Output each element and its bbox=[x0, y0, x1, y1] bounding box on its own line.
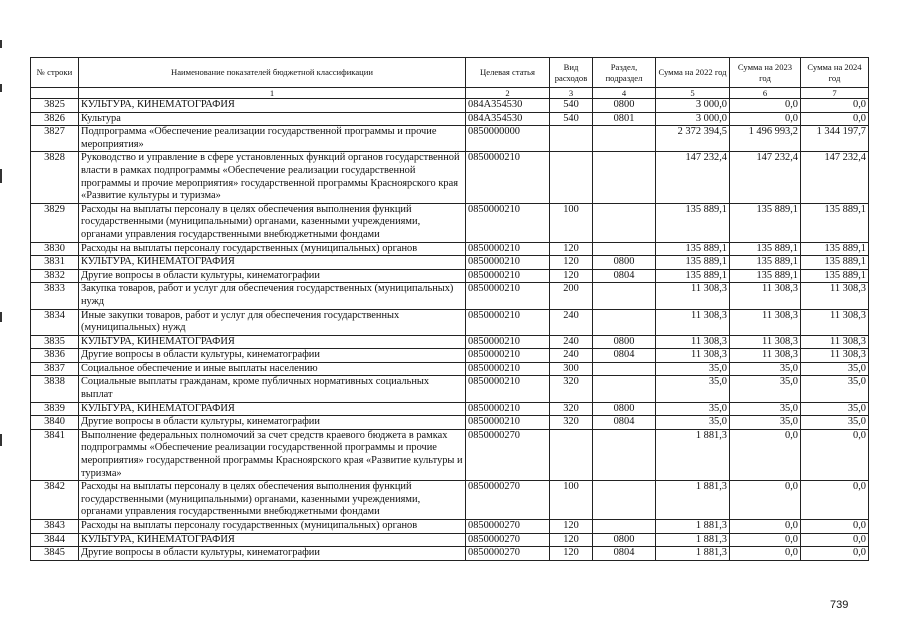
scan-edge-mark bbox=[0, 312, 2, 322]
table-body bbox=[31, 99, 869, 561]
indicator-name-cell: КУЛЬТУРА, КИНЕМАТОГРАФИЯ bbox=[79, 533, 466, 547]
column-number: 7 bbox=[801, 88, 869, 99]
sum-2024-cell: 0,0 bbox=[801, 481, 869, 520]
expense-type-cell: 320 bbox=[550, 376, 593, 402]
row-number-cell: 3828 bbox=[31, 152, 79, 203]
target-article-cell: 084А354530 bbox=[466, 99, 550, 113]
section-cell bbox=[593, 152, 656, 203]
sum-2022-cell: 35,0 bbox=[656, 416, 730, 430]
section-cell bbox=[593, 309, 656, 335]
table-row bbox=[31, 362, 869, 376]
section-cell: 0800 bbox=[593, 335, 656, 349]
target-article-cell: 0850000270 bbox=[466, 481, 550, 520]
indicator-name-cell: Расходы на выплаты персоналу государственных (муниципальных) органов bbox=[79, 242, 466, 256]
sum-2022-cell: 35,0 bbox=[656, 376, 730, 402]
row-number-cell: 3844 bbox=[31, 533, 79, 547]
sum-2023-cell: 135 889,1 bbox=[730, 242, 801, 256]
expense-type-cell: 320 bbox=[550, 402, 593, 416]
expense-type-cell bbox=[550, 126, 593, 152]
expense-type-cell: 120 bbox=[550, 520, 593, 534]
sum-2023-cell: 0,0 bbox=[730, 520, 801, 534]
header-section: Раздел, подраздел bbox=[593, 58, 656, 88]
sum-2023-cell: 35,0 bbox=[730, 376, 801, 402]
table-row bbox=[31, 335, 869, 349]
expense-type-cell bbox=[550, 429, 593, 480]
row-number-cell: 3825 bbox=[31, 99, 79, 113]
sum-2024-cell: 135 889,1 bbox=[801, 256, 869, 270]
sum-2023-cell: 1 496 993,2 bbox=[730, 126, 801, 152]
row-number-cell: 3829 bbox=[31, 203, 79, 242]
section-cell bbox=[593, 481, 656, 520]
budget-table bbox=[30, 57, 869, 561]
sum-2022-cell: 3 000,0 bbox=[656, 99, 730, 113]
expense-type-cell: 120 bbox=[550, 533, 593, 547]
sum-2024-cell: 35,0 bbox=[801, 416, 869, 430]
table-row bbox=[31, 269, 869, 283]
header-expense-type: Вид расходов bbox=[550, 58, 593, 88]
section-cell: 0804 bbox=[593, 349, 656, 363]
header-target-article: Целевая статья bbox=[466, 58, 550, 88]
sum-2023-cell: 135 889,1 bbox=[730, 269, 801, 283]
target-article-cell: 0850000270 bbox=[466, 533, 550, 547]
header-indicator-name: Наименование показателей бюджетной классификации bbox=[79, 58, 466, 88]
table-row bbox=[31, 533, 869, 547]
sum-2024-cell: 0,0 bbox=[801, 99, 869, 113]
target-article-cell: 0850000210 bbox=[466, 283, 550, 309]
section-cell bbox=[593, 376, 656, 402]
target-article-cell: 0850000210 bbox=[466, 335, 550, 349]
table-row bbox=[31, 402, 869, 416]
expense-type-cell: 120 bbox=[550, 256, 593, 270]
target-article-cell: 0850000210 bbox=[466, 269, 550, 283]
expense-type-cell: 540 bbox=[550, 112, 593, 126]
page-number: 739 bbox=[830, 599, 849, 611]
row-number-cell: 3835 bbox=[31, 335, 79, 349]
column-number: 5 bbox=[656, 88, 730, 99]
sum-2023-cell: 147 232,4 bbox=[730, 152, 801, 203]
expense-type-cell: 100 bbox=[550, 481, 593, 520]
sum-2022-cell: 11 308,3 bbox=[656, 349, 730, 363]
sum-2023-cell: 35,0 bbox=[730, 402, 801, 416]
row-number-cell: 3826 bbox=[31, 112, 79, 126]
indicator-name-cell: Расходы на выплаты персоналу в целях обеспечения выполнения функций государственными (муниципальными) органами, казенными учреждениями, органами управления государственными внебюджетными фондами bbox=[79, 203, 466, 242]
sum-2024-cell: 11 308,3 bbox=[801, 349, 869, 363]
sum-2024-cell: 135 889,1 bbox=[801, 269, 869, 283]
expense-type-cell: 320 bbox=[550, 416, 593, 430]
sum-2024-cell: 11 308,3 bbox=[801, 283, 869, 309]
sum-2024-cell: 0,0 bbox=[801, 520, 869, 534]
sum-2024-cell: 11 308,3 bbox=[801, 309, 869, 335]
scan-edge-mark bbox=[0, 434, 2, 446]
row-number-cell: 3842 bbox=[31, 481, 79, 520]
target-article-cell: 0850000210 bbox=[466, 349, 550, 363]
indicator-name-cell: Иные закупки товаров, работ и услуг для обеспечения государственных (муниципальных) нужд bbox=[79, 309, 466, 335]
table-row bbox=[31, 309, 869, 335]
indicator-name-cell: КУЛЬТУРА, КИНЕМАТОГРАФИЯ bbox=[79, 335, 466, 349]
column-number: 3 bbox=[550, 88, 593, 99]
table-row bbox=[31, 99, 869, 113]
sum-2022-cell: 11 308,3 bbox=[656, 283, 730, 309]
sum-2024-cell: 0,0 bbox=[801, 112, 869, 126]
section-cell: 0800 bbox=[593, 99, 656, 113]
sum-2022-cell: 1 881,3 bbox=[656, 547, 730, 561]
section-cell: 0804 bbox=[593, 416, 656, 430]
table-row bbox=[31, 429, 869, 480]
target-article-cell: 0850000210 bbox=[466, 362, 550, 376]
sum-2023-cell: 0,0 bbox=[730, 99, 801, 113]
target-article-cell: 0850000000 bbox=[466, 126, 550, 152]
row-number-cell: 3832 bbox=[31, 269, 79, 283]
section-cell: 0800 bbox=[593, 402, 656, 416]
scan-edge-mark bbox=[0, 40, 2, 48]
indicator-name-cell: Социальное обеспечение и иные выплаты населению bbox=[79, 362, 466, 376]
table-row bbox=[31, 416, 869, 430]
sum-2022-cell: 1 881,3 bbox=[656, 520, 730, 534]
target-article-cell: 0850000210 bbox=[466, 152, 550, 203]
scan-edge-mark bbox=[0, 169, 2, 183]
sum-2022-cell: 147 232,4 bbox=[656, 152, 730, 203]
sum-2022-cell: 135 889,1 bbox=[656, 242, 730, 256]
sum-2024-cell: 135 889,1 bbox=[801, 203, 869, 242]
sum-2024-cell: 1 344 197,7 bbox=[801, 126, 869, 152]
section-cell bbox=[593, 126, 656, 152]
header-sum-2024: Сумма на 2024 год bbox=[801, 58, 869, 88]
sum-2022-cell: 135 889,1 bbox=[656, 203, 730, 242]
indicator-name-cell: Другие вопросы в области культуры, кинематографии bbox=[79, 349, 466, 363]
table-row bbox=[31, 126, 869, 152]
expense-type-cell: 100 bbox=[550, 203, 593, 242]
expense-type-cell: 120 bbox=[550, 269, 593, 283]
sum-2022-cell: 1 881,3 bbox=[656, 481, 730, 520]
expense-type-cell: 240 bbox=[550, 349, 593, 363]
indicator-name-cell: Закупка товаров, работ и услуг для обеспечения государственных (муниципальных) нужд bbox=[79, 283, 466, 309]
sum-2024-cell: 35,0 bbox=[801, 376, 869, 402]
row-number-cell: 3834 bbox=[31, 309, 79, 335]
row-number-cell: 3843 bbox=[31, 520, 79, 534]
target-article-cell: 0850000270 bbox=[466, 547, 550, 561]
indicator-name-cell: Руководство и управление в сфере установленных функций органов государственной власти в рамках подпрограммы «Обеспечение реализации государственной программы и прочие мероприятия» государственной программы Красноярского края «Развитие культуры и туризма» bbox=[79, 152, 466, 203]
section-cell bbox=[593, 429, 656, 480]
sum-2022-cell: 1 881,3 bbox=[656, 429, 730, 480]
expense-type-cell: 240 bbox=[550, 309, 593, 335]
sum-2024-cell: 11 308,3 bbox=[801, 335, 869, 349]
section-cell: 0804 bbox=[593, 269, 656, 283]
column-number: 2 bbox=[466, 88, 550, 99]
target-article-cell: 0850000270 bbox=[466, 429, 550, 480]
sum-2023-cell: 11 308,3 bbox=[730, 335, 801, 349]
table-header bbox=[31, 58, 869, 99]
sum-2024-cell: 35,0 bbox=[801, 362, 869, 376]
sum-2023-cell: 11 308,3 bbox=[730, 309, 801, 335]
sum-2023-cell: 0,0 bbox=[730, 547, 801, 561]
sum-2022-cell: 135 889,1 bbox=[656, 269, 730, 283]
sum-2023-cell: 0,0 bbox=[730, 533, 801, 547]
sum-2022-cell: 35,0 bbox=[656, 402, 730, 416]
row-number-cell: 3836 bbox=[31, 349, 79, 363]
header-row-number: № строки bbox=[31, 58, 79, 88]
indicator-name-cell: КУЛЬТУРА, КИНЕМАТОГРАФИЯ bbox=[79, 256, 466, 270]
row-number-cell: 3840 bbox=[31, 416, 79, 430]
sum-2023-cell: 135 889,1 bbox=[730, 203, 801, 242]
indicator-name-cell: Культура bbox=[79, 112, 466, 126]
table-row bbox=[31, 547, 869, 561]
sum-2022-cell: 1 881,3 bbox=[656, 533, 730, 547]
table-row bbox=[31, 242, 869, 256]
row-number-cell: 3841 bbox=[31, 429, 79, 480]
column-number: 1 bbox=[79, 88, 466, 99]
section-cell bbox=[593, 203, 656, 242]
table-row bbox=[31, 152, 869, 203]
table-row bbox=[31, 112, 869, 126]
header-sum-2022: Сумма на 2022 год bbox=[656, 58, 730, 88]
expense-type-cell: 200 bbox=[550, 283, 593, 309]
indicator-name-cell: Расходы на выплаты персоналу в целях обеспечения выполнения функций государственными (муниципальными) органами, казенными учреждениями, органами управления государственными внебюджетными фондами bbox=[79, 481, 466, 520]
indicator-name-cell: Расходы на выплаты персоналу государственных (муниципальных) органов bbox=[79, 520, 466, 534]
column-number-row bbox=[31, 88, 869, 99]
target-article-cell: 084А354530 bbox=[466, 112, 550, 126]
section-cell bbox=[593, 283, 656, 309]
target-article-cell: 0850000270 bbox=[466, 520, 550, 534]
sum-2022-cell: 2 372 394,5 bbox=[656, 126, 730, 152]
indicator-name-cell: Подпрограмма «Обеспечение реализации государственной программы и прочие мероприятия» bbox=[79, 126, 466, 152]
sum-2022-cell: 3 000,0 bbox=[656, 112, 730, 126]
sum-2023-cell: 35,0 bbox=[730, 362, 801, 376]
sum-2022-cell: 135 889,1 bbox=[656, 256, 730, 270]
column-number: 4 bbox=[593, 88, 656, 99]
section-cell: 0800 bbox=[593, 533, 656, 547]
table-row bbox=[31, 283, 869, 309]
target-article-cell: 0850000210 bbox=[466, 402, 550, 416]
target-article-cell: 0850000210 bbox=[466, 256, 550, 270]
column-number: 6 bbox=[730, 88, 801, 99]
table-row bbox=[31, 349, 869, 363]
expense-type-cell: 540 bbox=[550, 99, 593, 113]
sum-2023-cell: 11 308,3 bbox=[730, 283, 801, 309]
indicator-name-cell: Другие вопросы в области культуры, кинематографии bbox=[79, 269, 466, 283]
table-row bbox=[31, 520, 869, 534]
section-cell bbox=[593, 520, 656, 534]
sum-2024-cell: 0,0 bbox=[801, 533, 869, 547]
target-article-cell: 0850000210 bbox=[466, 242, 550, 256]
sum-2023-cell: 0,0 bbox=[730, 429, 801, 480]
section-cell: 0804 bbox=[593, 547, 656, 561]
indicator-name-cell: Социальные выплаты гражданам, кроме публичных нормативных социальных выплат bbox=[79, 376, 466, 402]
target-article-cell: 0850000210 bbox=[466, 376, 550, 402]
section-cell bbox=[593, 362, 656, 376]
sum-2022-cell: 11 308,3 bbox=[656, 309, 730, 335]
sum-2023-cell: 135 889,1 bbox=[730, 256, 801, 270]
sum-2023-cell: 35,0 bbox=[730, 416, 801, 430]
target-article-cell: 0850000210 bbox=[466, 203, 550, 242]
sum-2023-cell: 11 308,3 bbox=[730, 349, 801, 363]
column-number bbox=[31, 88, 79, 99]
sum-2023-cell: 0,0 bbox=[730, 112, 801, 126]
section-cell: 0800 bbox=[593, 256, 656, 270]
sum-2022-cell: 35,0 bbox=[656, 362, 730, 376]
target-article-cell: 0850000210 bbox=[466, 309, 550, 335]
expense-type-cell: 300 bbox=[550, 362, 593, 376]
sum-2024-cell: 0,0 bbox=[801, 547, 869, 561]
table-row bbox=[31, 481, 869, 520]
row-number-cell: 3831 bbox=[31, 256, 79, 270]
indicator-name-cell: КУЛЬТУРА, КИНЕМАТОГРАФИЯ bbox=[79, 402, 466, 416]
sum-2022-cell: 11 308,3 bbox=[656, 335, 730, 349]
row-number-cell: 3833 bbox=[31, 283, 79, 309]
sum-2024-cell: 135 889,1 bbox=[801, 242, 869, 256]
sum-2024-cell: 0,0 bbox=[801, 429, 869, 480]
expense-type-cell: 240 bbox=[550, 335, 593, 349]
sum-2023-cell: 0,0 bbox=[730, 481, 801, 520]
header-sum-2023: Сумма на 2023 год bbox=[730, 58, 801, 88]
row-number-cell: 3837 bbox=[31, 362, 79, 376]
row-number-cell: 3845 bbox=[31, 547, 79, 561]
target-article-cell: 0850000210 bbox=[466, 416, 550, 430]
table-row bbox=[31, 203, 869, 242]
row-number-cell: 3838 bbox=[31, 376, 79, 402]
indicator-name-cell: Выполнение федеральных полномочий за счет средств краевого бюджета в рамках подпрограммы «Обеспечение реализации государственной программы и прочие мероприятия» государственной программы Красноярского края «Развитие культуры и туризма» bbox=[79, 429, 466, 480]
expense-type-cell: 120 bbox=[550, 547, 593, 561]
sum-2024-cell: 147 232,4 bbox=[801, 152, 869, 203]
row-number-cell: 3839 bbox=[31, 402, 79, 416]
row-number-cell: 3827 bbox=[31, 126, 79, 152]
expense-type-cell bbox=[550, 152, 593, 203]
indicator-name-cell: КУЛЬТУРА, КИНЕМАТОГРАФИЯ bbox=[79, 99, 466, 113]
section-cell bbox=[593, 242, 656, 256]
sum-2024-cell: 35,0 bbox=[801, 402, 869, 416]
indicator-name-cell: Другие вопросы в области культуры, кинематографии bbox=[79, 416, 466, 430]
table-row bbox=[31, 256, 869, 270]
indicator-name-cell: Другие вопросы в области культуры, кинематографии bbox=[79, 547, 466, 561]
table-row bbox=[31, 376, 869, 402]
section-cell: 0801 bbox=[593, 112, 656, 126]
expense-type-cell: 120 bbox=[550, 242, 593, 256]
row-number-cell: 3830 bbox=[31, 242, 79, 256]
scan-edge-mark bbox=[0, 84, 2, 92]
